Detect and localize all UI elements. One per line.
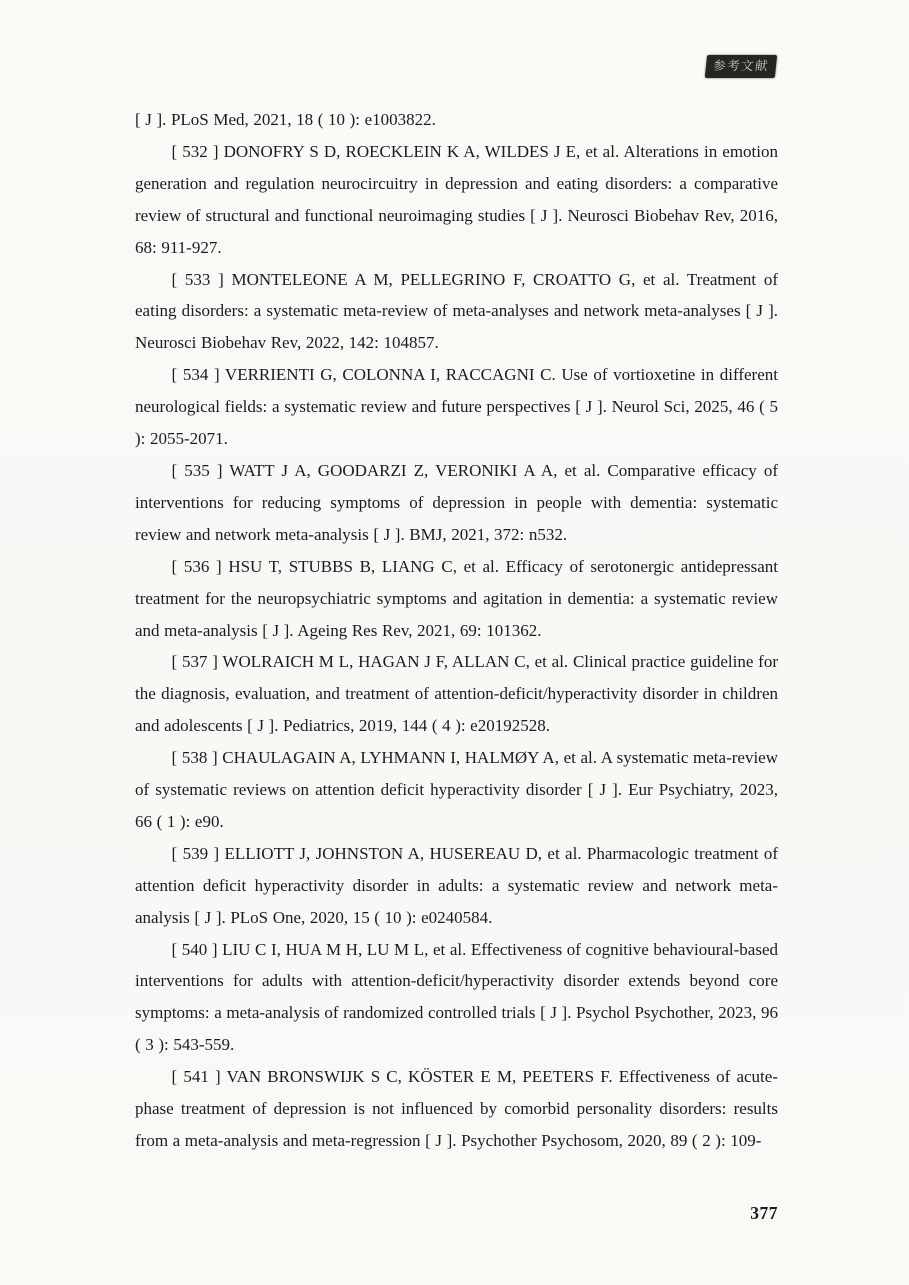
reference-entry-535: [ 535 ] WATT J A, GOODARZI Z, VERONIKI A A, et al. Comparative efficacy of interventions for reducing symptoms of depression in people with dementia: systematic review and network meta-analysis [ J ]. BMJ, 2021, 372: n532. [135, 460, 778, 544]
reference-entry-537: [ 537 ] WOLRAICH M L, HAGAN J F, ALLAN C, et al. Clinical practice guideline for the diagnosis, evaluation, and treatment of attention-deficit/hyperactivity disorder in children and adolescents [ J ]. Pediatrics, 2019, 144 ( 4 ): e20192528. [135, 652, 778, 736]
page-number: 377 [750, 1203, 778, 1223]
reference-entry-538: [ 538 ] CHAULAGAIN A, LYHMANN I, HALMØY A, et al. A systematic meta-review of systematic reviews on attention deficit hyperactivity disorder [ J ]. Eur Psychiatry, 2023, 66 ( 1 ): e90. [135, 748, 778, 831]
references-list [135, 104, 778, 1157]
reference-entry-541: [ 541 ] VAN BRONSWIJK S C, KÖSTER E M, PEETERS F. Effectiveness of acute-phase treatment of depression is not influenced by comorbid personality disorders: results from a meta-analysis and meta-regression [ J ]. Psychother Psychosom, 2020, 89 ( 2 ): 109- [135, 1067, 778, 1150]
reference-entry-532: [ 532 ] DONOFRY S D, ROECKLEIN K A, WILDES J E, et al. Alterations in emotion generation and regulation neurocircuitry in depression and eating disorders: a comparative review of structural and functional neuroimaging studies [ J ]. Neurosci Biobehav Rev, 2016, 68: 911-927. [135, 141, 778, 257]
reference-entry-534: [ 534 ] VERRIENTI G, COLONNA I, RACCAGNI C. Use of vortioxetine in different neurological fields: a systematic review and future perspectives [ J ]. Neurol Sci, 2025, 46 ( 5 ): 2055-2071. [135, 365, 778, 449]
reference-continuation: [ J ]. PLoS Med, 2021, 18 ( 10 ): e1003822. [135, 110, 436, 129]
references-section-badge: 参考文献 [705, 55, 777, 78]
reference-entry-540: [ 540 ] LIU C I, HUA M H, LU M L, et al. Effectiveness of cognitive behavioural-based interventions for adults with attention-deficit/hyperactivity disorder extends beyond core symptoms: a meta-analysis of randomized controlled trials [ J ]. Psychol Psychother, 2023, 96 ( 3 ): 543-559. [135, 939, 779, 1055]
reference-entry-539: [ 539 ] ELLIOTT J, JOHNSTON A, HUSEREAU D, et al. Pharmacologic treatment of attention deficit hyperactivity disorder in adults: a systematic review and network meta-analysis [ J ]. PLoS One, 2020, 15 ( 10 ): e0240584. [135, 843, 778, 927]
reference-entry-536: [ 536 ] HSU T, STUBBS B, LIANG C, et al. Efficacy of serotonergic antidepressant treatment for the neuropsychiatric symptoms and agitation in dementia: a systematic review and meta-analysis [ J ]. Ageing Res Rev, 2021, 69: 101362. [135, 556, 778, 640]
reference-entry-533: [ 533 ] MONTELEONE A M, PELLEGRINO F, CROATTO G, et al. Treatment of eating disorders: a systematic meta-review of meta-analyses and network meta-analyses [ J ]. Neurosci Biobehav Rev, 2022, 142: 104857. [135, 269, 778, 353]
